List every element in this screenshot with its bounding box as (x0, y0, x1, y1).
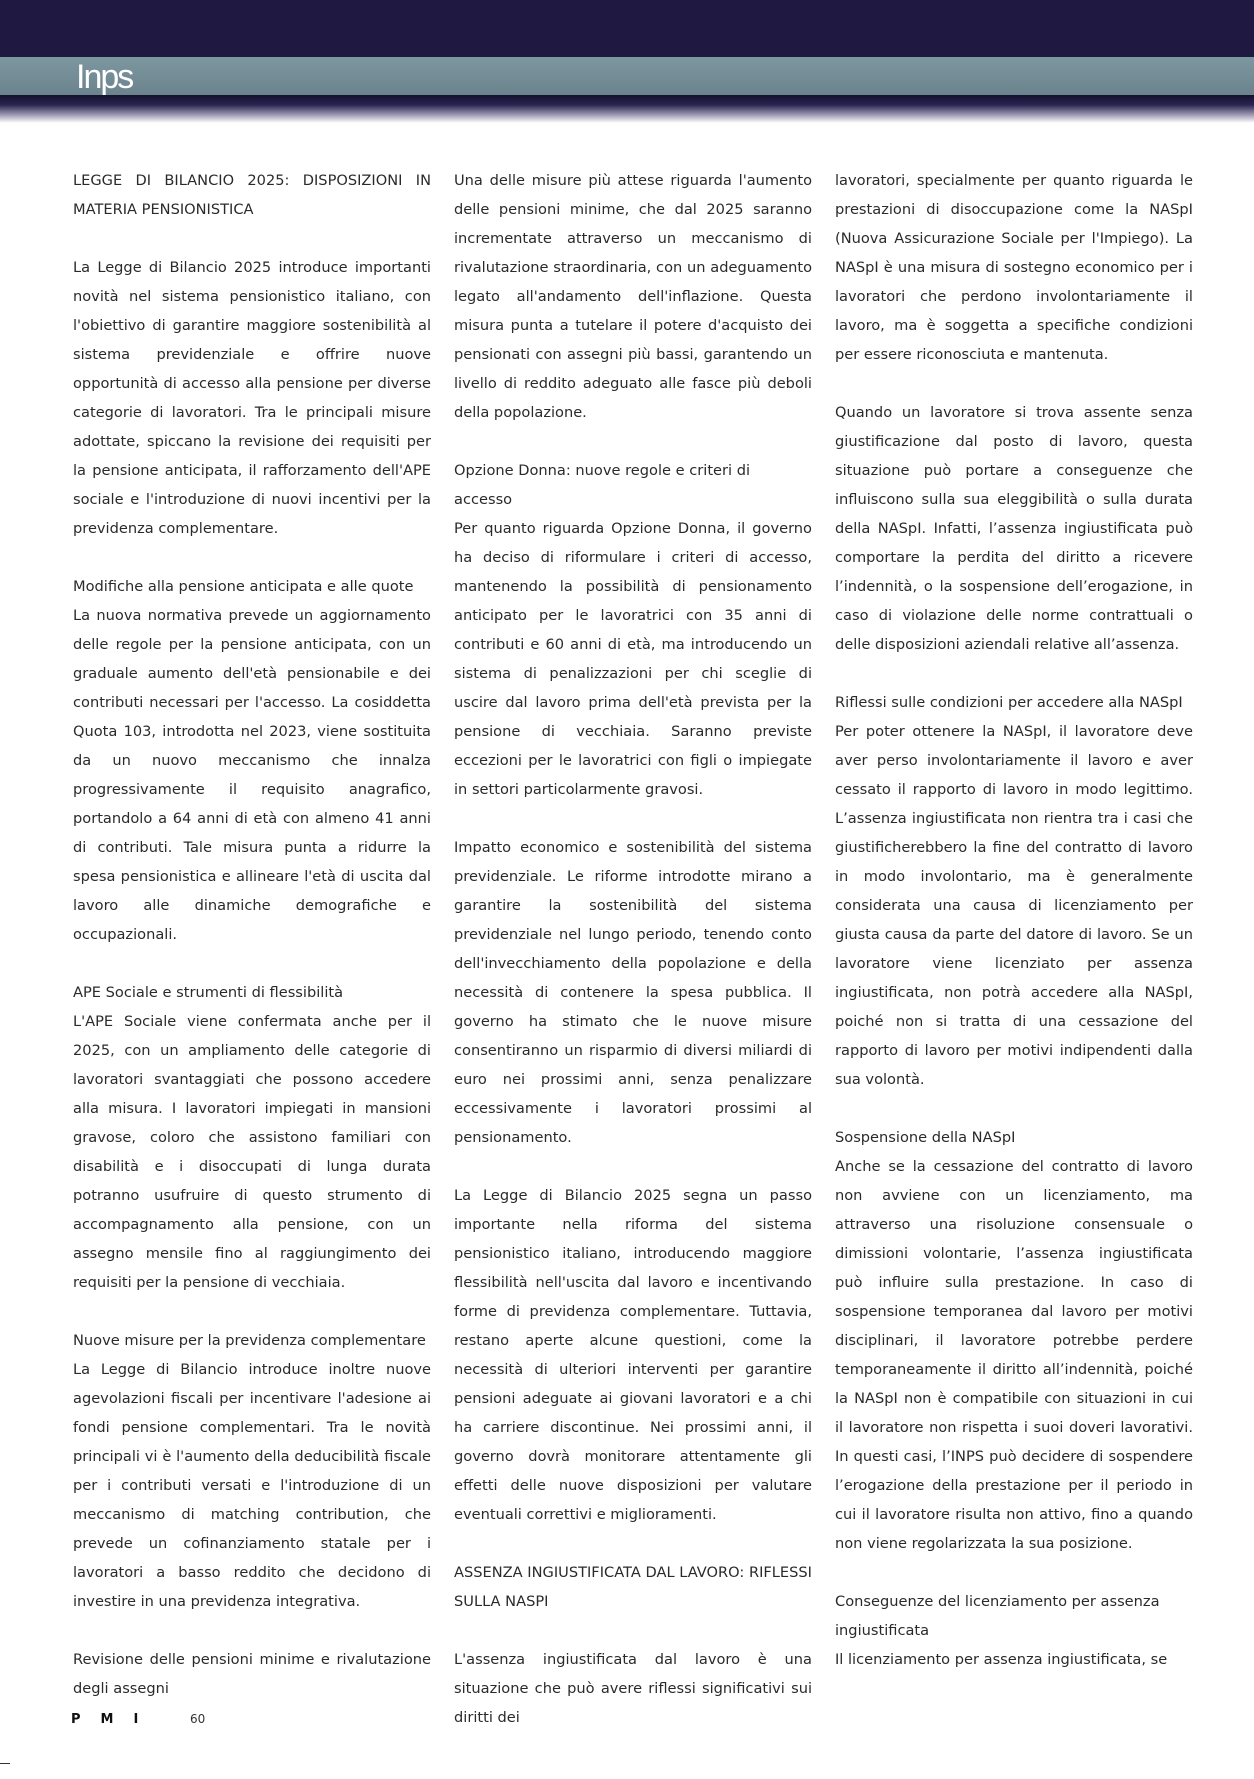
footer-brand: PMI (71, 1712, 159, 1727)
crop-mark (0, 1763, 10, 1764)
header-bar (0, 57, 1254, 95)
paragraph: lavoratori, specialmente per quanto riguarda le prestazioni di disoccupazione come la NASpI (Nuova Assicurazione Sociale per l'Impiego). La NASpI è una misura di sostegno economico per i lavoratori che perdono involontariamente il lavoro, ma è soggetta a specifiche condizioni per essere riconosciuta e mantenuta. (835, 172, 1193, 363)
paragraph: Il licenziamento per assenza ingiustificata, se (835, 1651, 1168, 1668)
header-shadow (0, 95, 1254, 123)
section-heading: Opzione Donna: nuove regole e criteri di accesso (454, 462, 751, 508)
text-column-3 (835, 166, 1193, 1703)
paragraph: Per poter ottenere la NASpI, il lavoratore deve aver perso involontariamente il lavoro e aver cessato il rapporto di lavoro in modo legittimo. L’assenza ingiustificata non rientra tra i casi che giustificherebbero la fine del contratto di lavoro in modo involontario, ma è generalmente considerata una causa di licenziamento per giusta causa da parte del datore di lavoro. Se un lavoratore viene licenziato per assenza ingiustificata, non potrà accedere alla NASpI, poiché non si tratta di una cessazione del rapporto di lavoro per motivi indipendenti dalla sua volontà. (835, 723, 1193, 1088)
section-heading: Riflessi sulle condizioni per accedere alla NASpI (835, 694, 1183, 711)
paragraph: La Legge di Bilancio 2025 introduce importanti novità nel sistema pensionistico italiano, con l'obiettivo di garantire maggiore sostenibilità al sistema previdenziale e offrire nuove opportunità di accesso alla pensione per diverse categorie di lavoratori. Tra le principali misure adottate, spiccano la revisione dei requisiti per la pensione anticipata, il rafforzamento dell'APE sociale e l'introduzione di nuovi incentivi per la previdenza complementare. (73, 259, 431, 537)
paragraph: Per quanto riguarda Opzione Donna, il governo ha deciso di riformulare i criteri di accesso, mantenendo la possibilità di pensionamento anticipato per le lavoratrici con 35 anni di contributi e 60 anni di età, ma introducendo un sistema di penalizzazioni per chi sceglie di uscire dal lavoro prima dell'età prevista per la pensione di vecchiaia. Saranno previste eccezioni per le lavoratrici con figli o impiegate in settori particolarmente gravosi. (454, 520, 812, 798)
paragraph: La nuova normativa prevede un aggiornamento delle regole per la pensione anticipata, con un graduale aumento dell'età pensionabile e dei contributi necessari per l'accesso. La cosiddetta Quota 103, introdotta nel 2023, viene sostituita da un nuovo meccanismo che innalza progressivamente il requisito anagrafico, portandolo a 64 anni di età con almeno 41 anni di contributi. Tale misura punta a ridurre la spesa pensionistica e allineare l'età di uscita dal lavoro alle dinamiche demografiche e occupazionali. (73, 607, 431, 943)
section-heading: APE Sociale e strumenti di flessibilità (73, 984, 344, 1001)
article-title: ASSENZA INGIUSTIFICATA DAL LAVORO: RIFLESSI SULLA NASPI (454, 1564, 812, 1610)
paragraph: La Legge di Bilancio introduce inoltre nuove agevolazioni fiscali per incentivare l'adesione ai fondi pensione complementari. Tra le novità principali vi è l'aumento della deducibilità fiscale per i contributi versati e l'introduzione di un meccanismo di matching contribution, che prevede un cofinanziamento statale per i lavoratori a basso reddito che decidono di investire in una previdenza integrativa. (73, 1361, 431, 1610)
article-title: LEGGE DI BILANCIO 2025: DISPOSIZIONI IN MATERIA PENSIONISTICA (73, 172, 431, 218)
page-number: 60 (190, 1712, 206, 1726)
text-column-2 (454, 166, 812, 1761)
section-heading: Modifiche alla pensione anticipata e alle quote (73, 578, 414, 595)
top-banner (0, 0, 1254, 57)
paragraph: La Legge di Bilancio 2025 segna un passo importante nella riforma del sistema pensionistico italiano, introducendo maggiore flessibilità nell'uscita dal lavoro e incentivando forme di previdenza complementare. Tuttavia, restano aperte alcune questioni, come la necessità di ulteriori interventi per garantire pensioni adeguate ai giovani lavoratori e a chi ha carriere discontinue. Nei prossimi anni, il governo dovrà monitorare attentamente gli effetti delle nuove disposizioni per valutare eventuali correttivi e miglioramenti. (454, 1187, 812, 1523)
inps-logo: Inps (76, 58, 133, 96)
paragraph: Una delle misure più attese riguarda l'aumento delle pensioni minime, che dal 2025 saranno incrementate attraverso un meccanismo di rivalutazione straordinaria, con un adeguamento legato all'andamento dell'inflazione. Questa misura punta a tutelare il potere d'acquisto dei pensionati con assegni più bassi, garantendo un livello di reddito adeguato alle fasce più deboli della popolazione. (454, 172, 812, 421)
section-heading: Revisione delle pensioni minime e rivalutazione degli assegni (73, 1651, 431, 1697)
paragraph: L'assenza ingiustificata dal lavoro è una situazione che può avere riflessi significativi sui diritti dei (454, 1651, 812, 1726)
paragraph: Impatto economico e sostenibilità del sistema previdenziale. Le riforme introdotte mirano a garantire la sostenibilità del sistema previdenziale nel lungo periodo, tenendo conto dell'invecchiamento della popolazione e della necessità di contenere la spesa pubblica. Il governo ha stimato che le nuove misure consentiranno un risparmio di diversi miliardi di euro nei prossimi anni, senza penalizzare eccessivamente i lavoratori prossimi al pensionamento. (454, 839, 812, 1146)
section-heading: Conseguenze del licenziamento per assenza ingiustificata (835, 1593, 1160, 1639)
paragraph: Anche se la cessazione del contratto di lavoro non avviene con un licenziamento, ma attraverso una risoluzione consensuale o dimissioni volontarie, l’assenza ingiustificata può influire sulla prestazione. In caso di sospensione temporanea dal lavoro per motivi disciplinari, il lavoratore potrebbe perdere temporaneamente il diritto all’indennità, poiché la NASpI non è compatibile con situazioni in cui il lavoratore non rispetta i suoi doveri lavorativi. In questi casi, l’INPS può decidere di sospendere l’erogazione della prestazione per il periodo in cui il lavoratore risulta non attivo, fino a quando non viene regolarizzata la sua posizione. (835, 1158, 1193, 1552)
text-column-1 (73, 166, 431, 1732)
paragraph: Quando un lavoratore si trova assente senza giustificazione dal posto di lavoro, questa situazione può portare a conseguenze che influiscono sulla sua eleggibilità o sulla durata della NASpI. Infatti, l’assenza ingiustificata può comportare la perdita del diritto a ricevere l’indennità, o la sospensione dell’erogazione, in caso di violazione delle norme contrattuali o delle disposizioni aziendali relative all’assenza. (835, 404, 1193, 653)
section-heading: Nuove misure per la previdenza complementare (73, 1332, 426, 1349)
paragraph: L'APE Sociale viene confermata anche per il 2025, con un ampliamento delle categorie di lavoratori svantaggiati che possono accedere alla misura. I lavoratori impiegati in mansioni gravose, coloro che assistono familiari con disabilità e i disoccupati di lunga durata potranno usufruire di questo strumento di accompagnamento alla pensione, con un assegno mensile fino al raggiungimento dei requisiti per la pensione di vecchiaia. (73, 1013, 431, 1291)
section-heading: Sospensione della NASpI (835, 1129, 1016, 1146)
